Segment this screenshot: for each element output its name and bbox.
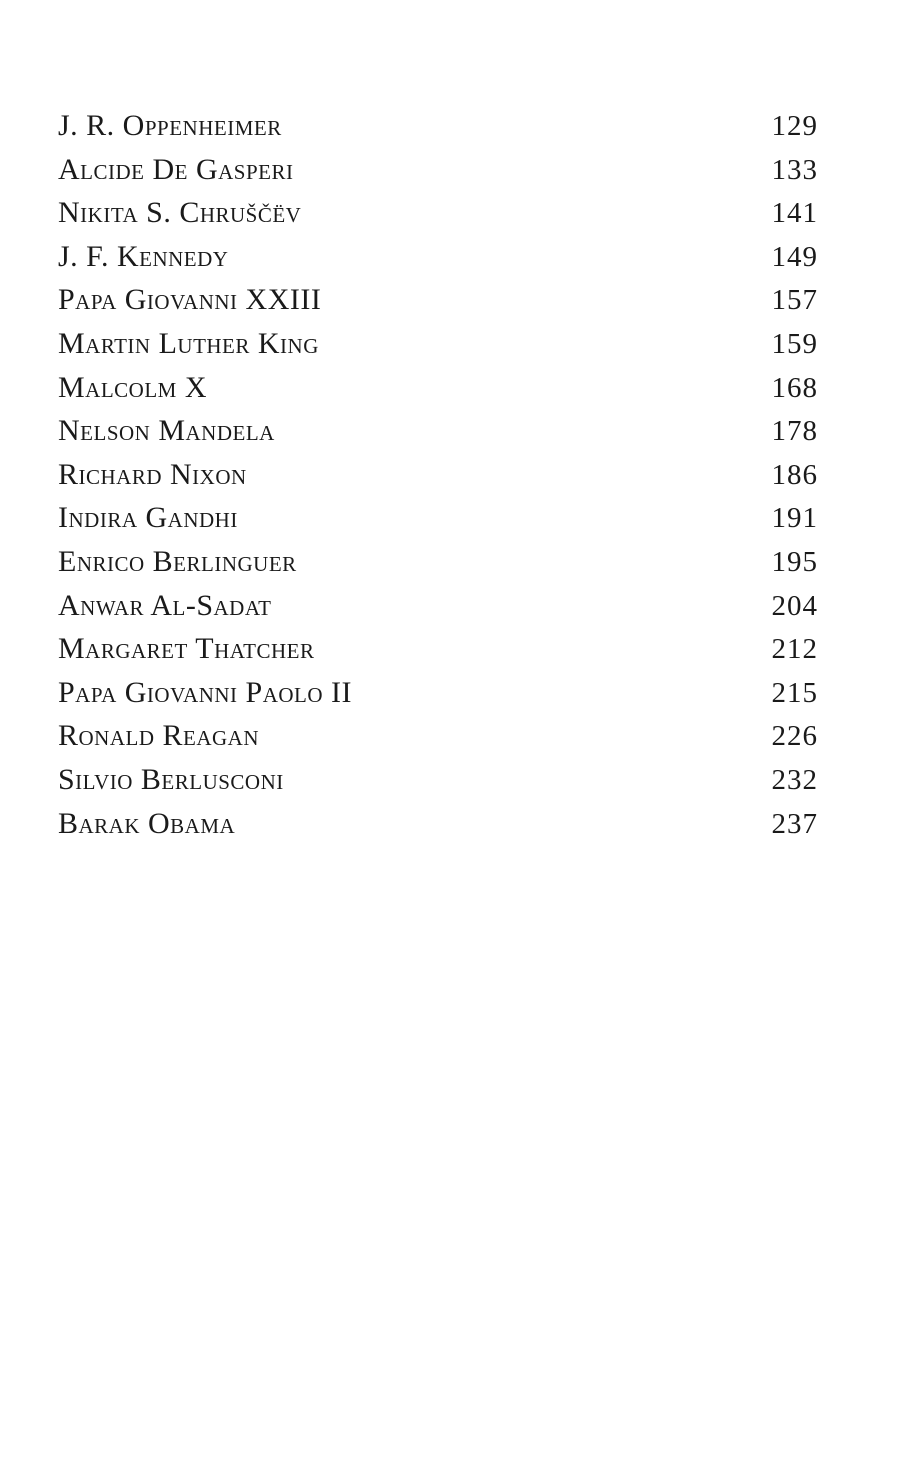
toc-entry <box>58 148 818 192</box>
toc-entry <box>58 366 818 410</box>
toc-entry-page: 159 <box>771 327 818 360</box>
toc-entry-name: Richard Nixon <box>58 457 247 491</box>
toc-entry-name: Ronald Reagan <box>58 719 259 753</box>
toc-entry-name: Enrico Berlinguer <box>58 544 297 578</box>
toc-entry-page: 149 <box>771 240 818 273</box>
toc-entry-page: 191 <box>771 502 818 535</box>
toc-entry-page: 157 <box>771 284 818 317</box>
toc-entry-page: 178 <box>771 415 818 448</box>
toc-entry-name: J. R. Oppenheimer <box>58 109 282 142</box>
toc-entry-name: Alcide De Gasperi <box>58 152 294 186</box>
toc-entry <box>58 104 818 148</box>
toc-entry <box>58 235 818 279</box>
toc-entry-name: Silvio Berlusconi <box>58 762 284 796</box>
toc-entry-name: Papa Giovanni Paolo II <box>58 675 353 709</box>
toc-entry <box>58 671 818 715</box>
toc-entry-name: Barak Obama <box>58 806 236 840</box>
toc-entry <box>58 496 818 540</box>
toc-entry-name: Malcolm X <box>58 370 208 404</box>
toc-entry-page: 232 <box>771 763 818 796</box>
toc-entry <box>58 453 818 497</box>
toc-entry <box>58 540 818 584</box>
toc-entry-name: Nikita S. Chruščëv <box>58 196 302 230</box>
toc-entry-page: 141 <box>771 197 818 230</box>
toc-entry-name: Papa Giovanni XXIII <box>58 283 322 317</box>
toc-entry-page: 204 <box>771 589 818 622</box>
toc-entry-page: 186 <box>771 458 818 491</box>
toc-entry <box>58 714 818 758</box>
toc-entry-page: 168 <box>771 371 818 404</box>
toc-entry-name: Margaret Thatcher <box>58 632 315 666</box>
toc-entry <box>58 409 818 453</box>
table-of-contents <box>58 104 818 845</box>
toc-entry-name: Indira Gandhi <box>58 501 238 535</box>
toc-entry <box>58 802 818 846</box>
toc-entry <box>58 322 818 366</box>
toc-entry-name: J. F. Kennedy <box>58 239 229 273</box>
toc-entry-name: Nelson Mandela <box>58 414 275 448</box>
toc-entry-name: Martin Luther King <box>58 326 319 360</box>
toc-entry-page: 212 <box>771 633 818 666</box>
toc-entry-page: 215 <box>771 676 818 709</box>
toc-entry-page: 226 <box>771 720 818 753</box>
toc-entry-page: 195 <box>771 545 818 578</box>
toc-entry <box>58 627 818 671</box>
toc-entry-page: 237 <box>771 807 818 840</box>
toc-entry <box>58 584 818 628</box>
toc-entry <box>58 758 818 802</box>
toc-entry <box>58 278 818 322</box>
toc-entry-page: 133 <box>771 153 818 186</box>
toc-entry <box>58 191 818 235</box>
toc-entry-name: Anwar Al-Sadat <box>58 588 272 622</box>
toc-entry-page: 129 <box>771 110 818 142</box>
